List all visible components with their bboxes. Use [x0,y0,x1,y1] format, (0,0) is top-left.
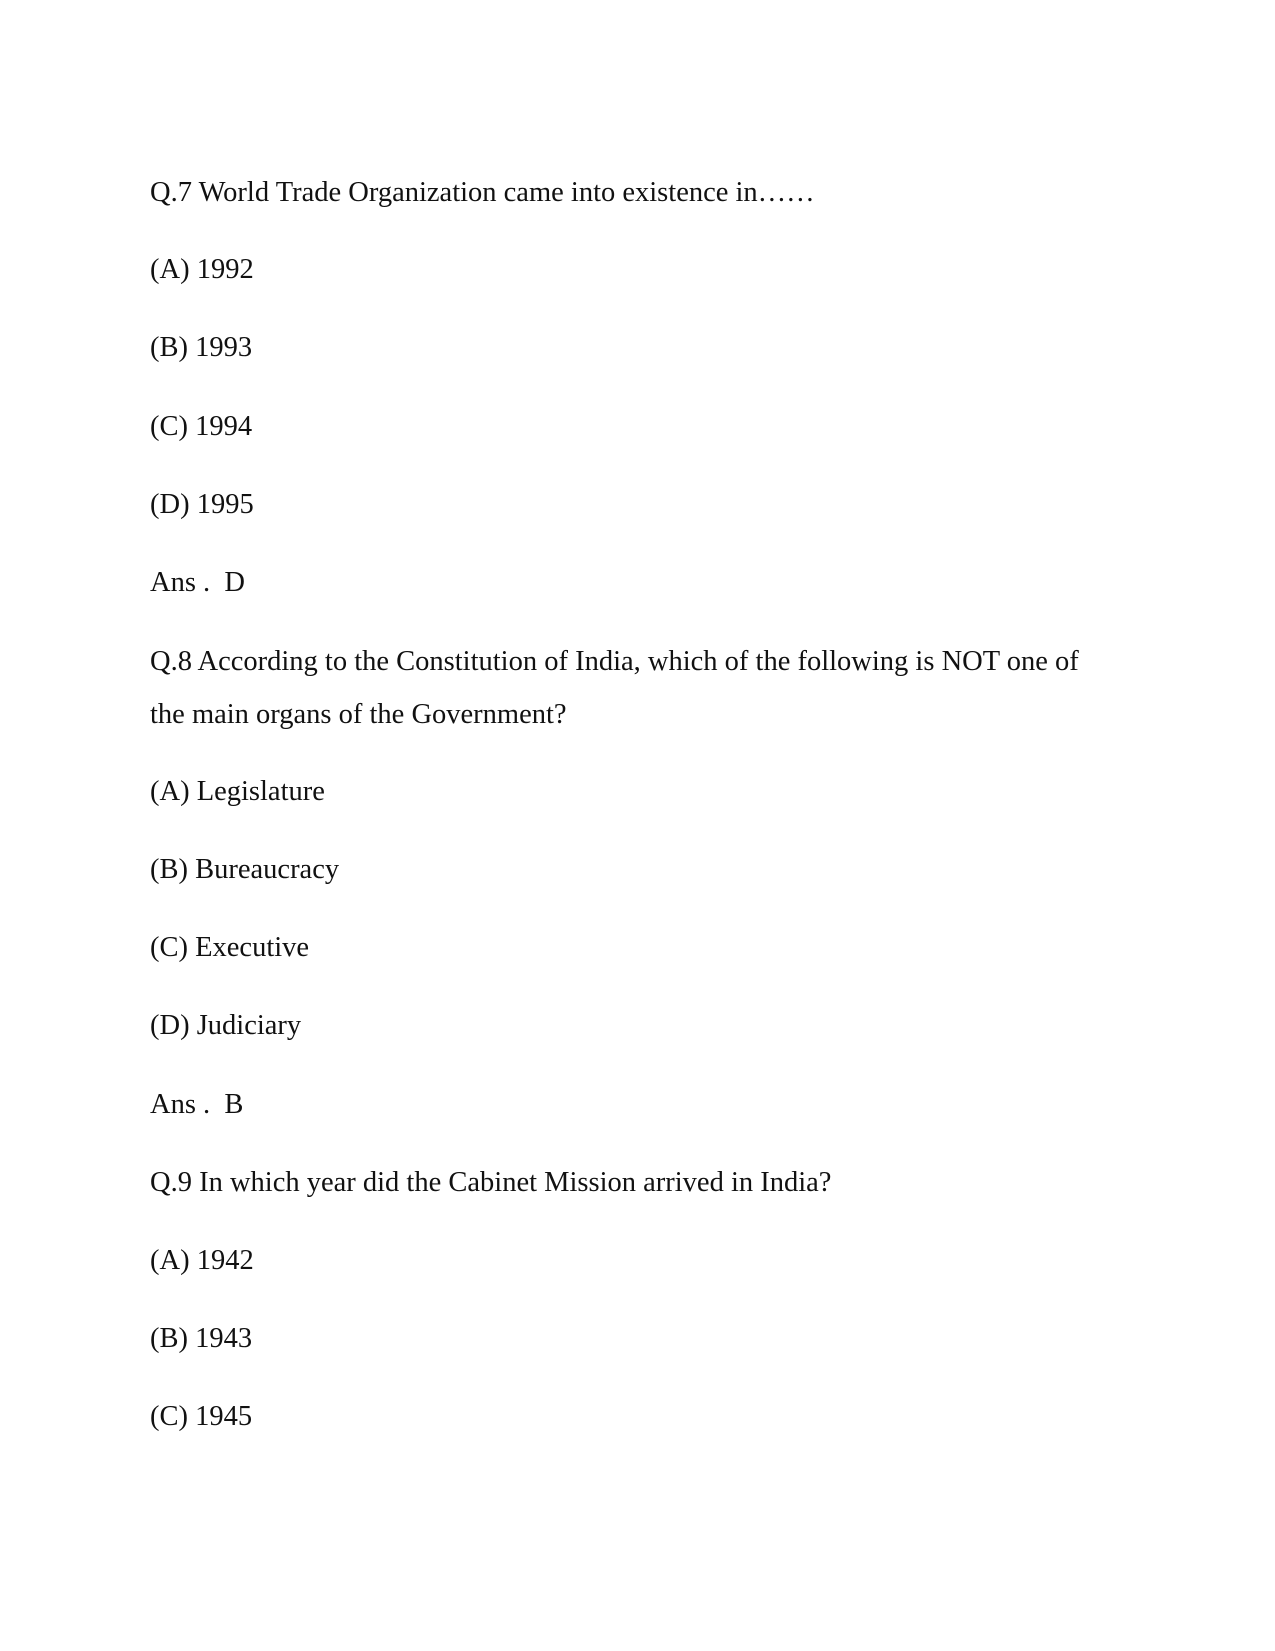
question-7-answer: Ans . D [150,567,246,598]
question-9-option-c: (C) 1945 [150,1401,253,1432]
question-8-option-b: (B) Bureaucracy [150,854,340,885]
question-7-option-b: (B) 1993 [150,332,253,363]
question-7-text: Q.7 World Trade Organization came into existence in…… [150,177,815,208]
question-8-text-line-1: Q.8 According to the Constitution of India, which of the following is NOT one of [150,646,1079,677]
question-8-answer: Ans . B [150,1089,244,1120]
question-8-option-c: (C) Executive [150,932,310,963]
question-8-option-a: (A) Legislature [150,776,325,807]
question-9-option-a: (A) 1942 [150,1245,254,1276]
question-9-text: Q.9 In which year did the Cabinet Mission arrived in India? [150,1167,832,1198]
question-8-option-d: (D) Judiciary [150,1010,302,1041]
question-7-option-a: (A) 1992 [150,254,254,285]
question-8-text-line-2: the main organs of the Government? [150,699,567,730]
question-9-option-b: (B) 1943 [150,1323,253,1354]
question-7-option-c: (C) 1994 [150,411,253,442]
question-7-option-d: (D) 1995 [150,489,254,520]
